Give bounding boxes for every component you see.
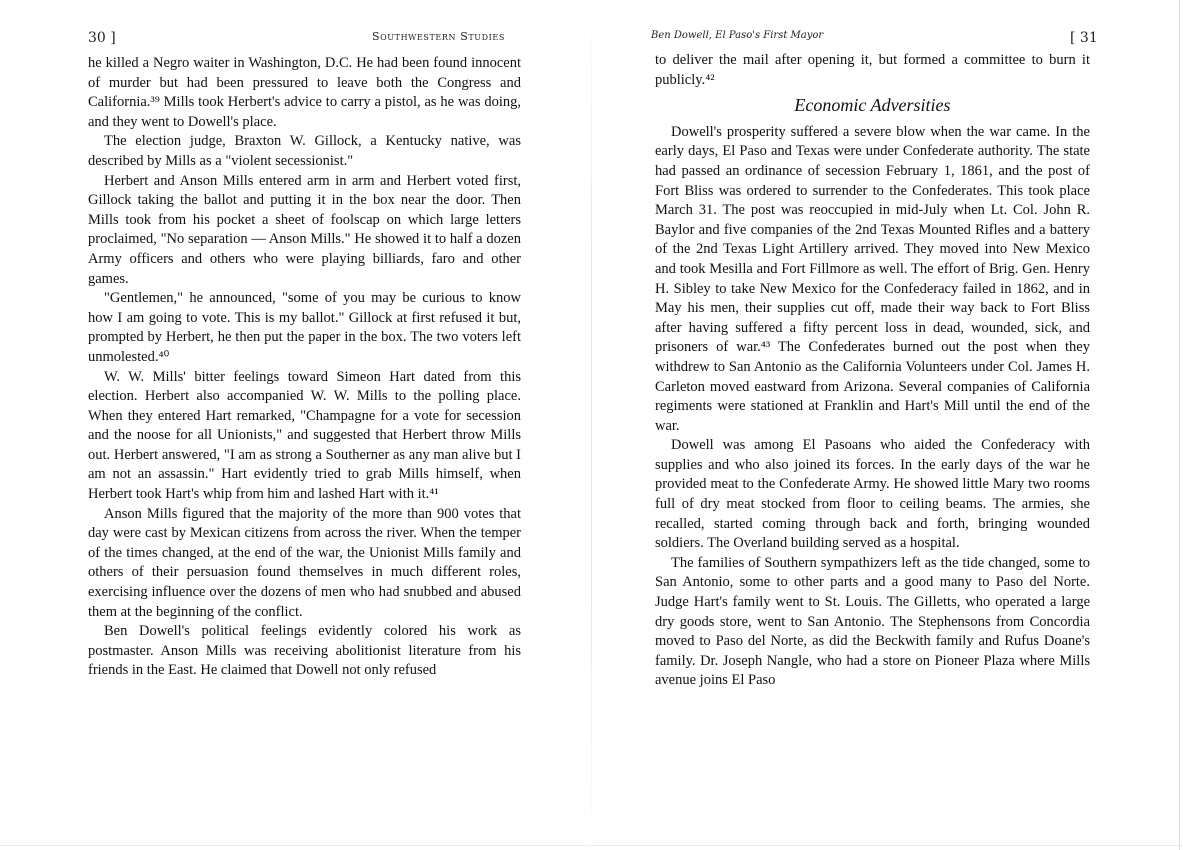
section-heading: Economic Adversities [794, 95, 951, 116]
left-page-number: 30 ] [88, 30, 116, 46]
left-paragraph-5: W. W. Mills' bitter feelings toward Simeon Hart dated from this election. Herbert also accompanied W. W. Mills to the polling place. When they entered Hart remarked, "Champagne for a vote for secession and the noose for all Unionists," and suggested that Herbert throw Mills out. Herbert answered, "I am as strong a Southerner as any man alive but I am not an assassin." Hart evidently tried to grab Mills himself, when Herbert took Hart's whip from him and lashed Hart with it.⁴¹ [88, 368, 521, 503]
left-text-column [88, 54, 521, 681]
right-page-number: [ 31 [1070, 30, 1098, 46]
left-paragraph-2: The election judge, Braxton W. Gillock, a Kentucky native, was described by Mills as a "violent secessionist." [88, 133, 521, 169]
right-paragraph-1: Dowell's prosperity suffered a severe blow when the war came. In the early days, El Paso and Texas were under Confederate authority. The state had passed an ordinance of secession February 1, 1861, and the post of Fort Bliss was ordered to surrender to the Confederates. This took place March 31. The post was reoccupied in mid-July when Lt. Col. John R. Baylor and five companies of the 2nd Texas Mounted Rifles and a battery of the 2nd Texas Light Artillery arrived. They moved into New Mexico and took Mesilla and Fort Fillmore as well. The effort of Brig. Gen. Henry H. Sibley to take New Mexico for the Confederacy failed in 1862, and in May his men, their supplies cut off, made their way back to Fort Bliss after having suffered a fifty percent loss in dead, wounded, sick, and prisoners of war.⁴³ The Confederates burned out the post when they withdrew to San Antonio as the California Volunteers under Col. James H. Carleton moved eastward from Arizona. Several companies of California regiments were stationed at Franklin and Hart's Mill until the end of the war. [655, 123, 1090, 434]
right-opening-paragraph: to deliver the mail after opening it, but formed a committee to burn it publicly.⁴² [655, 52, 1090, 88]
left-page-bottom-edge [0, 845, 592, 846]
right-page-edge [1179, 0, 1180, 850]
right-text-column [655, 51, 1090, 691]
right-running-title: Ben Dowell, El Paso's First Mayor [651, 30, 824, 41]
left-paragraph-4: "Gentlemen," he announced, "some of you may be curious to know how I am going to vote. This is my ballot." Gillock at first refused it but, prompted by Herbert, he then put the paper in the box. The two voters left unmolested.⁴⁰ [88, 290, 521, 365]
right-paragraph-3: The families of Southern sympathizers left as the tide changed, some to San Antonio, some to other parts and a good many to Paso del Norte. Judge Hart's family went to St. Louis. The Gilletts, who operated a large dry goods store, went to San Antonio. The Stephensons from Concordia moved to Paso del Norte, as did the Beckwith family and Rufus Doane's family. Dr. Joseph Nangle, who had a store on Pioneer Plaza where Mills avenue joins El Paso [655, 554, 1090, 689]
left-paragraph-6: Anson Mills figured that the majority of the more than 900 votes that day were cast by Mexican citizens from across the river. When the temper of the times changed, at the end of the war, the Unionist Mills family and others of their persuasion found themselves in much different roles, exercising influence over the dozens of men who had snubbed and abused them at the beginning of the conflict. [88, 505, 521, 620]
right-page [592, 0, 1183, 850]
left-paragraph-7: Ben Dowell's political feelings evidently colored his work as postmaster. Anson Mills was receiving abolitionist literature from his friends in the East. He claimed that Dowell not only refused [88, 623, 521, 679]
right-page-bottom-edge [592, 845, 1183, 846]
left-paragraph-1: he killed a Negro waiter in Washington, D.C. He had been found innocent of murder but had been pressured to leave both the Congress and California.³⁹ Mills took Herbert's advice to carry a pistol, as he was doing, and they went to Dowell's place. [88, 55, 521, 130]
right-paragraph-2: Dowell was among El Pasoans who aided the Confederacy with supplies and who also joined its forces. In the early days of the war he provided meat to the Confederate Army. He showed little Mary two rooms full of dry meat stocked from floor to ceiling beams. The armies, she recalled, started coming through back and forth, bringing wounded soldiers. The Overland building served as a hospital. [655, 437, 1090, 552]
left-running-title: Southwestern Studies [372, 30, 505, 43]
left-paragraph-3: Herbert and Anson Mills entered arm in arm and Herbert voted first, Gillock taking the ballot and putting it in the box near the door. Then Mills took from his pocket a sheet of foolscap on which large letters proclaimed, "No separation — Anson Mills." He showed it to half a dozen Army officers and others who were playing billiards, faro and other games. [88, 172, 521, 287]
